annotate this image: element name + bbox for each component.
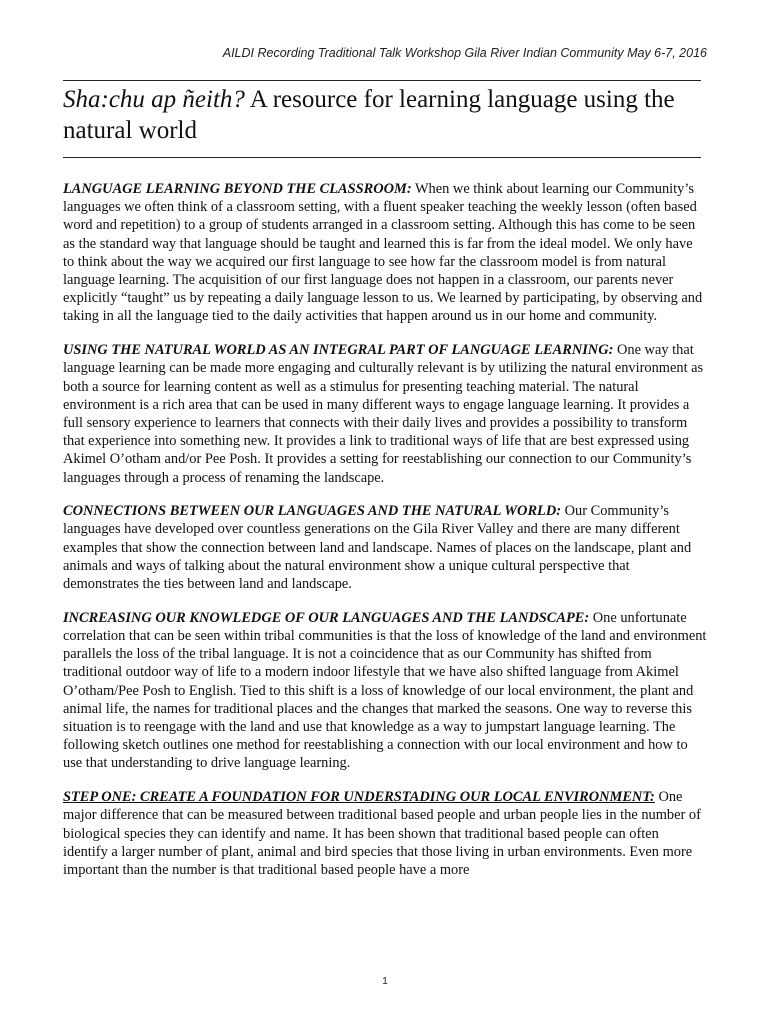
- paragraph-natural-world-integral-part: [63, 341, 707, 487]
- paragraph-connections-languages-natural-world: [63, 502, 707, 593]
- section-body: One major difference that can be measured between traditional based people and urban people lies in the number of biological species they can identify and name. It has been shown that traditional based people can often identify a larger number of plant, animal and bird species that those living in urban environments. Even more important than the number is that traditional based people have a more: [63, 789, 701, 878]
- document-page: [63, 0, 707, 1024]
- page-number: 1: [382, 976, 388, 987]
- section-heading: CONNECTIONS BETWEEN OUR LANGUAGES AND THE NATURAL WORLD:: [63, 503, 562, 520]
- paragraph-language-learning-beyond-classroom: [63, 180, 707, 326]
- section-body: One way that language learning can be made more engaging and culturally relevant is by utilizing the natural environment as both a source for learning content as well as a stimulus for presenting teaching material. The natural environment is a rich area that can be used in many different ways to engage language learning. It provides a full sensory experience to learners that connects with their daily lives and provides a possibility to transform that experience into something new. It provides a link to traditional ways of life that are best expressed using Akimel O’otham and/or Pee Posh. It provides a setting for reestablishing our connection to our Community’s languages through a process of renaming the landscape.: [63, 342, 704, 486]
- section-body: When we think about learning our Community’s languages we often think of a classroom setting, with a fluent speaker teaching the weekly lesson (often based word and repetition) to a group of students arranged in a classroom setting. Although this has come to be seen as the standard way that language should be taught and learned this is far from the ideal model. We only have to think about the way we acquired our first language to see how far the classroom model is from natural language learning. The acquisition of our first language does not happen in a classroom, our parents never explicitly “taught” us by repeating a daily language lesson to us. We learned by participating, by observing and taking in all the language tied to the daily activities that happen around us in our home and community.: [63, 181, 703, 325]
- section-body: Our Community’s languages have developed over countless generations on the Gila River Valley and there are many different examples that show the connection between land and landscape. Names of places on the landscape, plant and animals and ways of talking about the natural environment show a unique cultural perspective that demonstrates the ties between land and landscape.: [63, 503, 692, 593]
- section-body: One unfortunate correlation that can be seen within tribal communities is that the loss of knowledge of the land and environment parallels the loss of the tribal language. It is not a coincidence that as our Community has shifted from traditional outdoor way of life to a modern indoor lifestyle that we have also shifted language from Akimel O’otham/Pee Posh to English. Tied to this shift is a loss of knowledge of our local environment, the plant and animal life, the names for traditional places and the changes that marked the seasons. One way to reverse this situation is to reengage with the land and use that knowledge as a way to jumpstart language learning. The following sketch outlines one method for reestablishing a connection with our local environment and how to use that understanding to drive language learning.: [63, 609, 707, 772]
- document-body: [63, 180, 707, 895]
- section-heading: STEP ONE: CREATE A FOUNDATION FOR UNDERSTADING OUR LOCAL ENVIRONMENT:: [63, 789, 655, 806]
- document-title: [63, 84, 703, 146]
- title-rule-top: [63, 80, 701, 81]
- running-header: AILDI Recording Traditional Talk Workshop Gila River Indian Community May 6-7, 2016: [222, 46, 707, 60]
- title-italic-part: Sha:chu ap ñeith?: [63, 86, 245, 113]
- paragraph-increasing-knowledge: [63, 609, 707, 773]
- title-rest: A resource for learning language using the natural world: [63, 86, 675, 144]
- section-heading: USING THE NATURAL WORLD AS AN INTEGRAL PART OF LANGUAGE LEARNING:: [63, 342, 614, 359]
- section-heading: INCREASING OUR KNOWLEDGE OF OUR LANGUAGES AND THE LANDSCAPE:: [63, 609, 590, 626]
- paragraph-step-one: [63, 788, 707, 879]
- section-heading: LANGUAGE LEARNING BEYOND THE CLASSROOM:: [63, 181, 412, 197]
- title-rule-bottom: [63, 157, 701, 158]
